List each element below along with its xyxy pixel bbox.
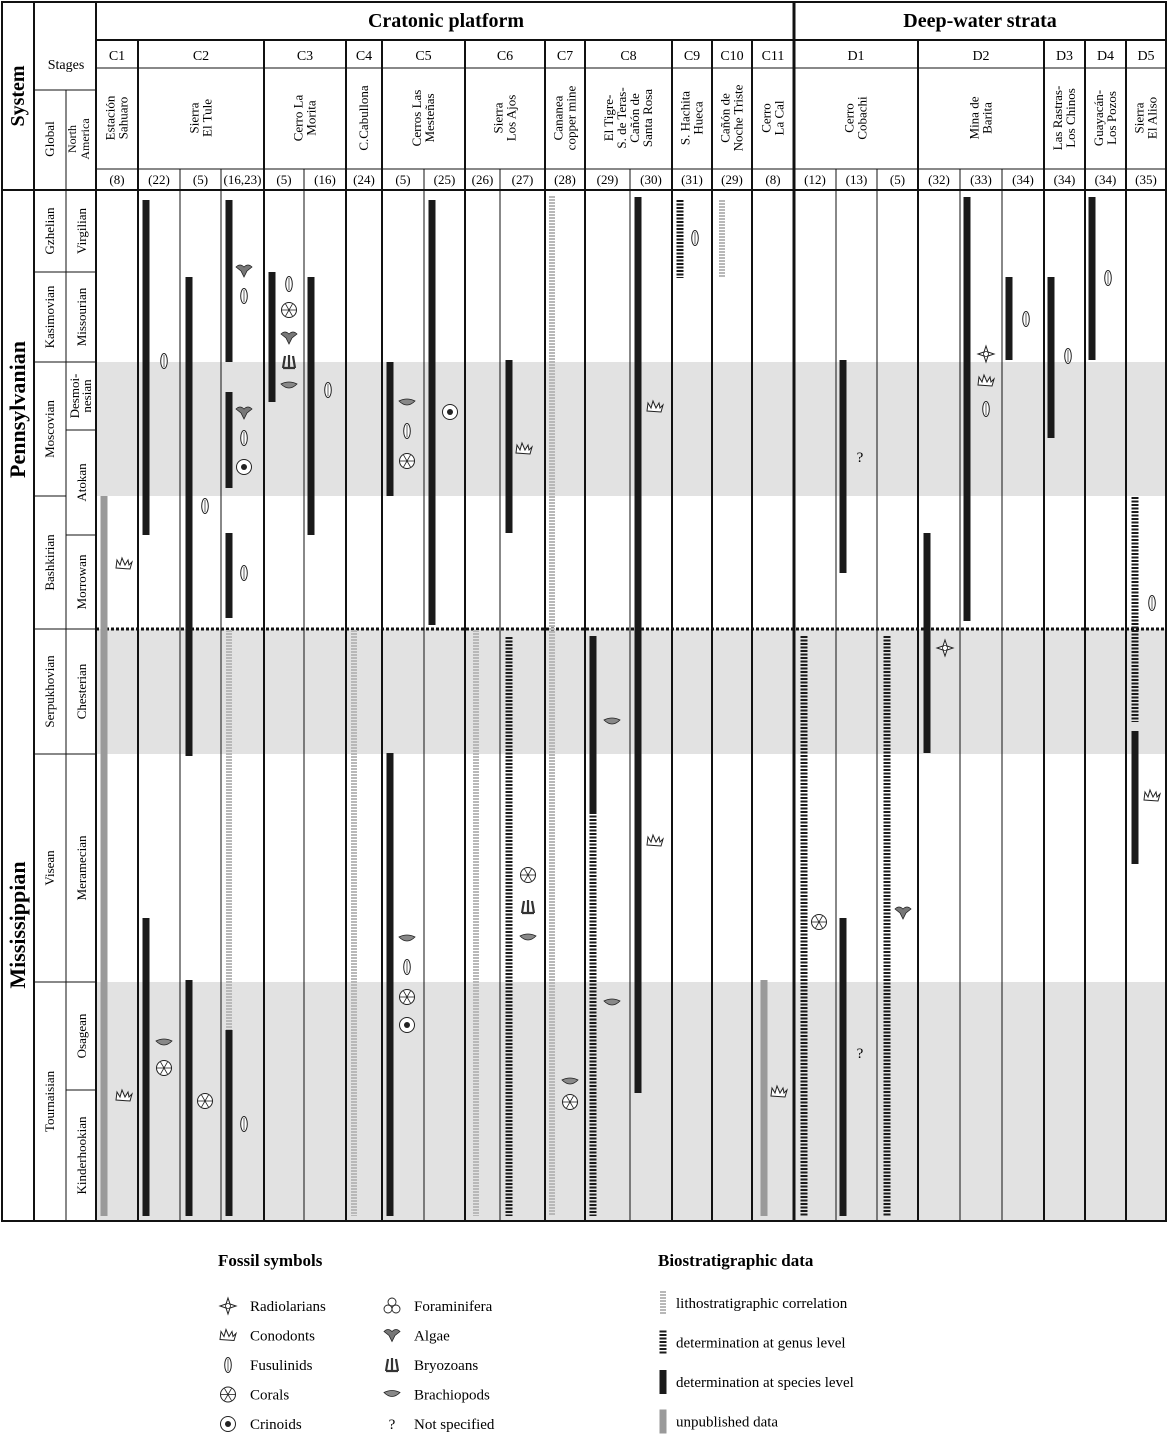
radiolarian-core xyxy=(226,1304,231,1309)
algae-shape xyxy=(236,265,252,277)
crinoid-icon xyxy=(443,405,458,420)
locality-code-C3: C3 xyxy=(296,49,314,64)
question-icon: ? xyxy=(388,1417,396,1433)
algae-icon xyxy=(281,332,297,344)
locality-code-C7: C7 xyxy=(556,49,574,64)
legend-fossil-label: Crinoids xyxy=(250,1417,302,1433)
locality-name xyxy=(356,85,371,151)
conodont-icon xyxy=(647,835,663,846)
locality-name-line: Barita xyxy=(979,102,995,134)
fusulinid-icon xyxy=(1023,312,1030,327)
fusulinid-icon xyxy=(225,1358,232,1373)
brachiopod-shape xyxy=(399,935,415,941)
locality-name xyxy=(187,99,215,137)
range-bar-species xyxy=(429,200,436,625)
brachiopod-shape xyxy=(384,1391,400,1397)
reference-label: (34) xyxy=(1012,172,1034,187)
na-stage-desmoinesian xyxy=(67,374,94,419)
locality-name xyxy=(1091,90,1119,146)
locality-name-line: Sahuaro xyxy=(115,96,131,140)
brachiopod-shape xyxy=(520,934,536,940)
range-bar-species xyxy=(226,1030,233,1216)
foraminifera-icon xyxy=(384,1298,400,1313)
algae-icon xyxy=(236,265,252,277)
na-stage-line: Osagean xyxy=(74,1013,89,1059)
reference-label: (27) xyxy=(511,172,534,187)
group-title-cratonic: Cratonic platform xyxy=(367,10,525,32)
range-bar-species xyxy=(924,533,931,753)
reference-label: (34) xyxy=(1094,172,1117,187)
locality-name xyxy=(759,100,787,135)
reference-label: (34) xyxy=(1053,172,1076,187)
locality-name-line: Los Ajos xyxy=(503,94,519,142)
shaded-band-2 xyxy=(96,982,1166,1221)
range-bar-species xyxy=(226,533,233,618)
locality-name-line: Morita xyxy=(303,100,319,136)
range-bar-species xyxy=(1089,197,1096,360)
locality-name-line: Cobachi xyxy=(854,96,870,140)
locality-name xyxy=(409,90,437,147)
reference-label: (25) xyxy=(433,172,456,187)
na-stage-kinderhookian xyxy=(74,1116,89,1194)
locality-name xyxy=(842,96,870,140)
locality-name-line: Estación xyxy=(102,95,118,141)
conodont-shape xyxy=(647,835,663,846)
range-bar-species xyxy=(226,200,233,362)
fusulinid-icon xyxy=(1149,596,1156,611)
reference-label: (33) xyxy=(970,172,992,187)
locality-name xyxy=(491,95,519,142)
na-stage-virgilian xyxy=(74,208,89,254)
fusulinid-icon xyxy=(404,960,411,975)
locality-code-C4: C4 xyxy=(355,49,373,64)
locality-name xyxy=(718,84,746,151)
coral-icon xyxy=(282,303,297,318)
north-america-label xyxy=(65,118,92,160)
conodont-shape xyxy=(220,1330,236,1341)
north-america-line: America xyxy=(78,118,92,160)
range-bar-species xyxy=(387,362,394,496)
global-stage-gzhelian: Gzhelian xyxy=(42,207,57,255)
legend-fossil-label: Not specified xyxy=(414,1417,495,1433)
global-stage-serpukhovian: Serpukhovian xyxy=(42,655,57,728)
radiolarian-core xyxy=(984,352,989,357)
locality-name-line: S. de Teras- xyxy=(614,87,629,149)
range-bar-species xyxy=(635,197,642,1093)
na-stage-line: Desmoi- xyxy=(67,373,82,419)
fusulinid-icon xyxy=(692,231,699,246)
reference-label: (35) xyxy=(1135,172,1157,187)
locality-name xyxy=(291,94,319,141)
range-bar-species xyxy=(143,918,150,1216)
locality-name-line: Mina de xyxy=(966,96,982,140)
locality-code-C6: C6 xyxy=(496,49,514,64)
coral-icon xyxy=(157,1061,172,1076)
crinoid-lumen xyxy=(447,409,453,415)
reference-label: (5) xyxy=(192,172,209,187)
range-bar-species xyxy=(387,753,394,1216)
fusulinid-icon xyxy=(241,566,248,581)
algae-icon xyxy=(384,1330,400,1342)
range-bar-species xyxy=(840,918,847,1216)
range-bar-species xyxy=(506,360,513,533)
legend-bio-label: unpublished data xyxy=(676,1414,779,1431)
group-title-deep: Deep-water strata xyxy=(903,10,1057,32)
coral-icon xyxy=(521,868,536,883)
fusulinid-icon xyxy=(202,499,209,514)
fusulinid-icon xyxy=(325,383,332,398)
reference-label: (22) xyxy=(148,172,170,187)
reference-label: (8) xyxy=(109,172,125,187)
locality-name xyxy=(1132,97,1160,139)
na-stage-chesterian xyxy=(74,663,89,719)
legend-fossil-label: Radiolarians xyxy=(250,1299,326,1315)
na-stage-line: Kinderhookian xyxy=(74,1116,89,1195)
locality-name-line: Los Pozos xyxy=(1104,91,1119,145)
locality-name-line: El Tigre- xyxy=(601,94,616,142)
locality-name-line: Sierra xyxy=(1131,102,1147,134)
radiolarian-icon xyxy=(978,346,994,362)
locality-name-line: Guayacán- xyxy=(1091,89,1106,147)
locality-name xyxy=(103,95,131,140)
range-bar-species xyxy=(964,197,971,621)
fusulinid-icon xyxy=(983,402,990,417)
legend-fossil-label: Foraminifera xyxy=(414,1299,493,1315)
range-bar-species xyxy=(840,360,847,573)
reference-label: (8) xyxy=(765,172,781,187)
locality-name-line: Cañón de xyxy=(717,93,733,143)
coral-icon xyxy=(812,915,827,930)
algae-shape xyxy=(895,907,911,919)
legend-bio-label: determination at species level xyxy=(676,1375,854,1391)
legend-swatch-species xyxy=(660,1370,667,1394)
locality-name-line: Cerro xyxy=(841,103,857,133)
reference-label: (29) xyxy=(721,172,743,187)
reference-label: (24) xyxy=(353,172,375,187)
reference-label: (5) xyxy=(276,172,292,187)
locality-code-C9: C9 xyxy=(683,49,701,64)
legend-swatch-unpub xyxy=(660,1410,667,1434)
fusulinid-icon xyxy=(1065,349,1072,364)
locality-code-C5: C5 xyxy=(415,49,432,64)
range-bar-species xyxy=(1006,277,1013,360)
locality-name-line: Las Rastras- xyxy=(1050,85,1065,151)
range-bar-species xyxy=(1132,731,1139,864)
locality-code-D1: D1 xyxy=(847,49,865,64)
na-stage-line: Morrowan xyxy=(74,554,89,610)
brachiopod-icon xyxy=(384,1391,400,1397)
range-bar-species xyxy=(186,277,193,756)
fusulinid-icon xyxy=(241,1117,248,1132)
locality-name-line: Santa Rosa xyxy=(640,88,655,148)
range-bar-species xyxy=(143,200,150,535)
reference-label: (29) xyxy=(596,172,619,187)
global-label: Global xyxy=(42,121,57,157)
range-bar-species xyxy=(269,272,276,402)
fusulinid-icon xyxy=(161,354,168,369)
legend-bio-label: lithostratigraphic correlation xyxy=(676,1296,848,1312)
legend-fossil-label: Fusulinids xyxy=(250,1358,313,1374)
locality-name-line: Sierra xyxy=(186,102,202,134)
fusulinid-icon xyxy=(241,431,248,446)
locality-code-C10: C10 xyxy=(720,49,744,64)
system-label: System xyxy=(7,65,29,127)
na-stage-missourian xyxy=(74,287,89,346)
global-stage-visean: Visean xyxy=(42,850,57,886)
not-specified-mark: ? xyxy=(856,1046,864,1062)
legend-fossil-label: Bryozoans xyxy=(414,1358,479,1374)
locality-name xyxy=(551,85,579,150)
na-stage-line: nesian xyxy=(79,379,94,413)
na-stage-morrowan xyxy=(74,554,89,609)
legend-fossil-label: Algae xyxy=(414,1328,450,1345)
locality-code-D2: D2 xyxy=(972,49,990,64)
bryozoan-shape xyxy=(522,900,534,913)
range-bar-species xyxy=(226,392,233,488)
locality-name-line: Noche Triste xyxy=(730,84,746,152)
crinoid-lumen xyxy=(225,1421,231,1427)
legend-fossil-label: Brachiopods xyxy=(414,1387,490,1404)
system-penn: Pennsylvanian xyxy=(5,341,30,478)
na-stage-osagean xyxy=(74,1013,89,1058)
locality-name-line: La Cal xyxy=(771,100,787,136)
algae-icon xyxy=(895,907,911,919)
range-bar-unpub xyxy=(761,980,768,1216)
locality-name-line: El Tule xyxy=(199,99,215,137)
legend-fossil-label: Corals xyxy=(250,1387,290,1404)
locality-name-line: Mesteñas xyxy=(422,93,437,143)
fusulinid-icon xyxy=(404,424,411,439)
radiolarian-icon xyxy=(220,1298,236,1314)
na-stage-meramecian xyxy=(74,835,89,900)
locality-name-line: Sierra xyxy=(490,102,506,134)
brachiopod-icon xyxy=(399,935,415,941)
global-stage-kasimovian: Kasimovian xyxy=(42,285,57,349)
fusulinid-icon xyxy=(286,277,293,292)
range-bar-species xyxy=(590,636,597,812)
locality-name xyxy=(1050,86,1078,151)
locality-name xyxy=(678,91,706,145)
locality-name-line: S. Hachita xyxy=(677,90,693,146)
system-miss: Mississippian xyxy=(5,861,30,989)
reference-label: (26) xyxy=(471,172,494,187)
na-stage-atokan xyxy=(74,463,89,502)
reference-label: (31) xyxy=(681,172,703,187)
shaded-band-1 xyxy=(96,629,1166,754)
na-stage-line: Atokan xyxy=(74,463,89,502)
locality-code-D5: D5 xyxy=(1137,49,1155,64)
locality-name-line: Hueca xyxy=(690,101,706,135)
bryozoan-icon xyxy=(386,1358,398,1371)
radiolarian-core xyxy=(943,646,948,651)
reference-label: (28) xyxy=(554,172,576,187)
legend-bio-title: Biostratigraphic data xyxy=(658,1251,814,1270)
conodont-shape xyxy=(1144,790,1160,801)
stages-label: Stages xyxy=(47,58,85,73)
bryozoan-shape xyxy=(386,1358,398,1371)
locality-name-line: Cerros Las xyxy=(409,89,424,147)
locality-code-D4: D4 xyxy=(1096,49,1115,64)
na-stage-line: Missourian xyxy=(74,287,89,347)
crinoid-lumen xyxy=(241,464,247,470)
reference-label: (13) xyxy=(845,172,868,187)
locality-name-line: C.Cabullona xyxy=(356,85,371,151)
locality-code-D3: D3 xyxy=(1055,49,1074,64)
coral-icon xyxy=(563,1095,578,1110)
range-bar-species xyxy=(186,980,193,1216)
crinoid-icon xyxy=(221,1417,236,1432)
coral-icon xyxy=(400,990,415,1005)
conodont-icon xyxy=(116,558,132,569)
locality-code-C8: C8 xyxy=(620,49,637,64)
locality-name xyxy=(601,87,655,148)
locality-name-line: Cerro xyxy=(758,103,774,133)
crinoid-icon xyxy=(237,460,252,475)
locality-code-C1: C1 xyxy=(108,49,126,64)
locality-name-line: El Aliso xyxy=(1144,96,1160,140)
global-stage-tournaisian: Tournaisian xyxy=(42,1070,57,1133)
conodont-shape xyxy=(116,558,132,569)
locality-code-C2: C2 xyxy=(192,49,210,64)
conodont-icon xyxy=(220,1330,236,1341)
legend-bio-label: determination at genus level xyxy=(676,1335,846,1352)
crinoid-icon xyxy=(400,1018,415,1033)
north-america-line: North xyxy=(65,125,79,153)
reference-label: (5) xyxy=(395,172,411,187)
reference-label: (30) xyxy=(640,172,662,187)
locality-name xyxy=(967,96,995,139)
coral-icon xyxy=(221,1387,236,1402)
range-bar-unpub xyxy=(101,496,108,1216)
global-stage-moscovian: Moscovian xyxy=(42,400,57,458)
range-bar-species xyxy=(1048,277,1055,438)
fusulinid-icon xyxy=(241,289,248,304)
not-specified-mark: ? xyxy=(856,450,864,466)
reference-label: (5) xyxy=(889,172,906,187)
locality-name-line: Cerro La xyxy=(290,94,306,142)
global-stage-bashkirian: Bashkirian xyxy=(42,534,57,591)
reference-label: (16) xyxy=(314,172,336,187)
bryozoan-icon xyxy=(522,900,534,913)
algae-shape xyxy=(281,332,297,344)
locality-name-line: Cañón de xyxy=(627,93,642,143)
conodont-icon xyxy=(1144,790,1160,801)
reference-label: (12) xyxy=(804,172,826,187)
foram-chamber xyxy=(388,1298,396,1306)
locality-name-line: copper mine xyxy=(563,85,579,151)
fusulinid-icon xyxy=(1105,271,1112,286)
shaded-band-0 xyxy=(96,362,1166,496)
reference-label: (16,23) xyxy=(223,172,262,187)
legend-fossil-label: Conodonts xyxy=(250,1328,316,1345)
coral-icon xyxy=(400,454,415,469)
na-stage-line: Meramecian xyxy=(74,835,89,901)
locality-code-C11: C11 xyxy=(761,49,785,64)
brachiopod-icon xyxy=(520,934,536,940)
algae-shape xyxy=(384,1330,400,1342)
crinoid-lumen xyxy=(404,1022,410,1028)
reference-label: (32) xyxy=(928,172,950,187)
locality-name-line: Cananea xyxy=(550,95,566,141)
na-stage-line: Chesterian xyxy=(74,663,89,720)
range-bar-species xyxy=(308,277,315,535)
legend-fossil-title: Fossil symbols xyxy=(218,1251,323,1270)
coral-icon xyxy=(198,1094,213,1109)
locality-name-line: Los Chinos xyxy=(1063,88,1078,148)
na-stage-line: Virgilian xyxy=(74,208,89,254)
